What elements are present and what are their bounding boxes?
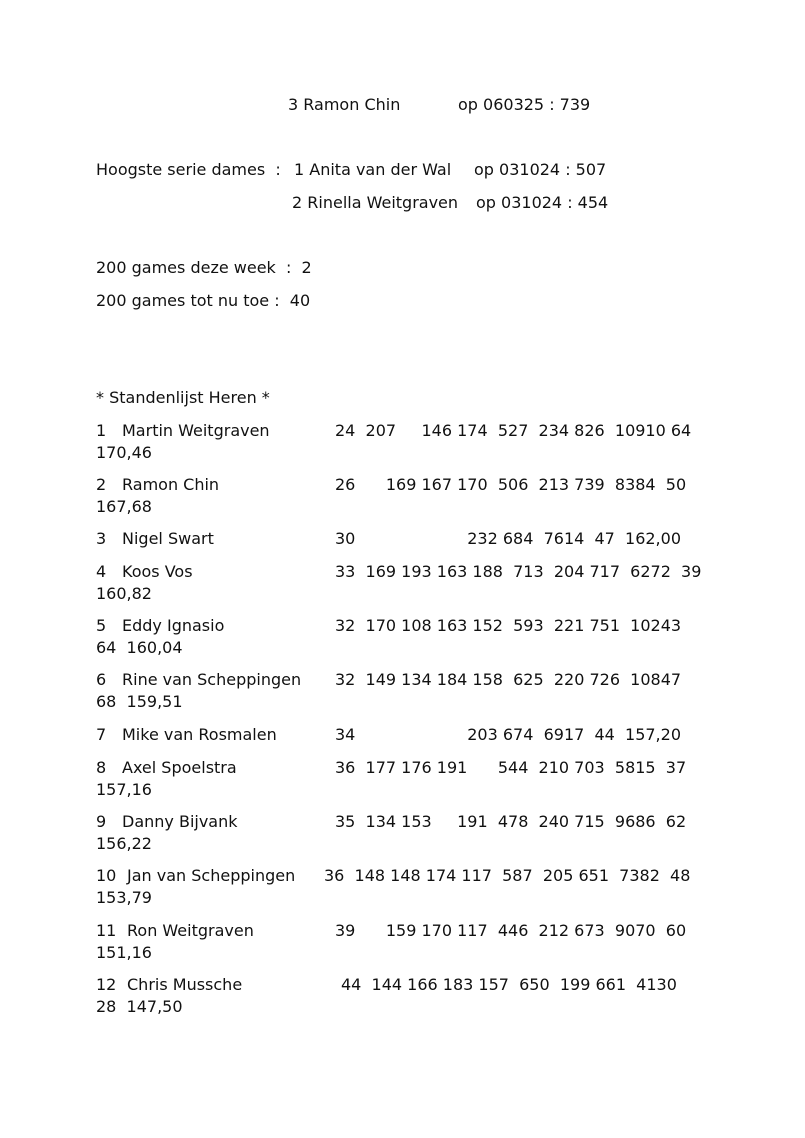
row-player-name: Koos Vos	[122, 562, 193, 581]
row-rank: 5	[96, 616, 107, 635]
ladies-high-series-label: Hoogste serie dames :	[96, 160, 281, 179]
ladies-entry-1-date-score: op 031024 : 507	[474, 160, 607, 179]
row-player-name: Ron Weitgraven	[127, 921, 254, 940]
row-stats: 34 203 674 6917 44 157,20	[335, 725, 681, 744]
row-stats: 35 134 153 191 478 240 715 9686 62	[335, 812, 687, 831]
row-average: 157,16	[96, 780, 152, 799]
row-stats: 32 170 108 163 152 593 221 751 10243	[335, 616, 682, 635]
row-player-name: Eddy Ignasio	[122, 616, 225, 635]
row-stats: 44 144 166 183 157 650 199 661 4130	[341, 975, 677, 994]
row-stats: 26 169 167 170 506 213 739 8384 50	[335, 475, 687, 494]
standings-heading: * Standenlijst Heren *	[96, 388, 270, 407]
top-line-name: 3 Ramon Chin	[288, 95, 401, 114]
row-stats: 30 232 684 7614 47 162,00	[335, 529, 681, 548]
row-stats: 36 148 148 174 117 587 205 651 7382 48	[324, 866, 691, 885]
games-200-so-far: 200 games tot nu toe : 40	[96, 291, 311, 310]
row-stats: 33 169 193 163 188 713 204 717 6272 39	[335, 562, 702, 581]
row-stats: 39 159 170 117 446 212 673 9070 60	[335, 921, 687, 940]
row-rank: 1	[96, 421, 107, 440]
row-average: 64 160,04	[96, 638, 183, 657]
row-rank: 10	[96, 866, 117, 885]
row-average: 153,79	[96, 888, 152, 907]
row-player-name: Ramon Chin	[122, 475, 220, 494]
row-player-name: Chris Mussche	[127, 975, 243, 994]
row-average: 156,22	[96, 834, 152, 853]
row-stats: 32 149 134 184 158 625 220 726 10847	[335, 670, 682, 689]
row-stats: 36 177 176 191 544 210 703 5815 37	[335, 758, 687, 777]
top-line-date-score: op 060325 : 739	[458, 95, 591, 114]
row-rank: 9	[96, 812, 107, 831]
row-average: 160,82	[96, 584, 152, 603]
row-player-name: Nigel Swart	[122, 529, 214, 548]
row-average: 28 147,50	[96, 997, 183, 1016]
row-player-name: Rine van Scheppingen	[122, 670, 302, 689]
row-average: 170,46	[96, 443, 152, 462]
row-rank: 12	[96, 975, 117, 994]
row-player-name: Axel Spoelstra	[122, 758, 237, 777]
row-rank: 4	[96, 562, 107, 581]
row-rank: 7	[96, 725, 107, 744]
row-rank: 2	[96, 475, 107, 494]
games-200-this-week: 200 games deze week : 2	[96, 258, 312, 277]
row-rank: 8	[96, 758, 107, 777]
row-rank: 3	[96, 529, 107, 548]
row-player-name: Danny Bijvank	[122, 812, 238, 831]
ladies-entry-2-date-score: op 031024 : 454	[476, 193, 609, 212]
row-player-name: Mike van Rosmalen	[122, 725, 277, 744]
row-rank: 11	[96, 921, 117, 940]
ladies-entry-2-name: 2 Rinella Weitgraven	[292, 193, 459, 212]
row-rank: 6	[96, 670, 107, 689]
row-player-name: Martin Weitgraven	[122, 421, 270, 440]
row-average: 151,16	[96, 943, 152, 962]
row-average: 68 159,51	[96, 692, 183, 711]
row-stats: 24 207 146 174 527 234 826 10910 64	[335, 421, 692, 440]
row-average: 167,68	[96, 497, 152, 516]
ladies-entry-1-name: 1 Anita van der Wal	[294, 160, 452, 179]
row-player-name: Jan van Scheppingen	[127, 866, 296, 885]
